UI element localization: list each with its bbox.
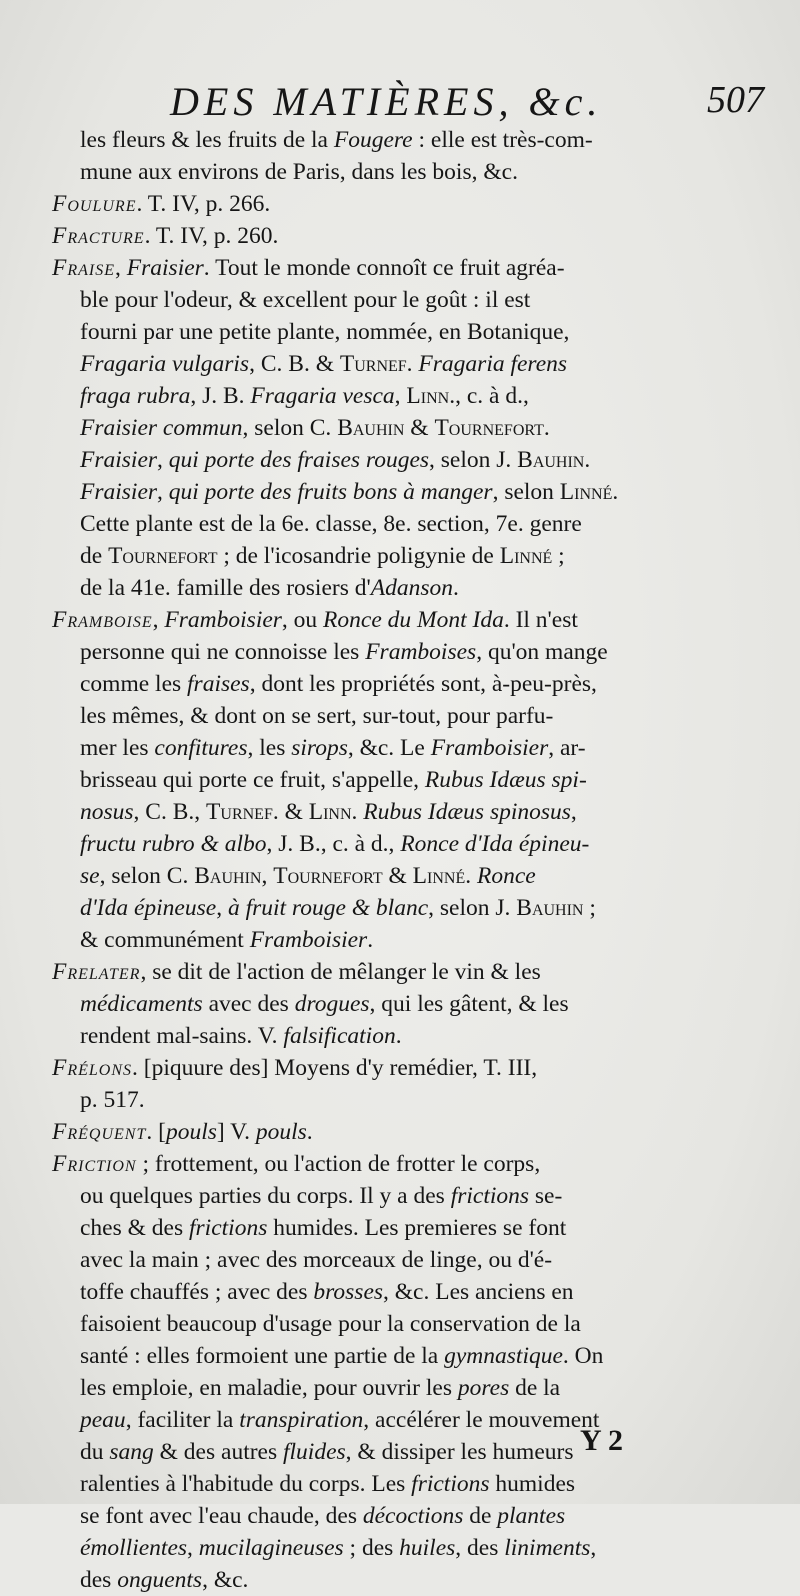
- text-segment: Ronce d'Ida épineu-: [400, 831, 590, 857]
- entry-headword: Foulure: [52, 191, 137, 217]
- text-segment: santé : elles formoient une partie de la: [80, 1343, 445, 1369]
- text-line: [52, 1404, 748, 1436]
- text-line: [52, 636, 748, 668]
- text-line: [52, 348, 748, 380]
- text-segment: & communément: [80, 927, 250, 953]
- text-segment: ; des: [343, 1535, 400, 1561]
- text-line: [52, 124, 748, 156]
- text-segment: .: [465, 863, 477, 889]
- text-segment: ] V.: [216, 1119, 256, 1145]
- text-segment: , qui les gâtent, & les: [369, 991, 569, 1017]
- text-segment: qui porte des fruits bons à manger: [168, 479, 493, 505]
- text-segment: Tournefort: [108, 543, 218, 569]
- text-segment: ble pour l'odeur, & excellent pour le goût : il est: [80, 287, 531, 313]
- text-segment: frictions: [189, 1215, 268, 1241]
- text-segment: Framboises: [365, 639, 477, 665]
- text-segment: , selon C.: [99, 863, 195, 889]
- text-segment: de la: [509, 1375, 561, 1401]
- text-segment: toffe chauffés ; avec des: [80, 1279, 314, 1305]
- text-segment: .: [306, 1119, 313, 1145]
- text-segment: Linn: [308, 799, 352, 825]
- index-entry-line: [52, 1052, 748, 1084]
- text-segment: ,: [157, 447, 169, 473]
- text-line: [52, 732, 748, 764]
- text-line: [52, 412, 748, 444]
- entry-headword: Fréquent: [52, 1119, 147, 1145]
- text-segment: ou quelques parties du corps. Il y a des: [80, 1183, 451, 1209]
- text-segment: se font avec l'eau chaude, des: [80, 1503, 363, 1529]
- text-line: [52, 316, 748, 348]
- text-segment: ,: [187, 1535, 199, 1561]
- text-segment: ; frottement, ou l'action de frotter le corps,: [136, 1151, 541, 1177]
- text-segment: Bauhin: [337, 415, 405, 441]
- text-line: [52, 1308, 748, 1340]
- text-segment: Rubus Idæus spinosus: [363, 799, 571, 825]
- text-segment: Linné: [499, 543, 553, 569]
- text-segment: &: [382, 863, 413, 889]
- text-segment: ., c. à d.,: [449, 383, 529, 409]
- text-segment: , selon J.: [429, 447, 518, 473]
- text-segment: nosus: [80, 799, 134, 825]
- text-segment: : elle est très-com-: [412, 127, 593, 153]
- text-segment: Fragaria ferens: [418, 351, 568, 377]
- text-segment: Bauhin: [517, 447, 585, 473]
- text-segment: Adanson: [370, 575, 453, 601]
- text-line: [52, 828, 748, 860]
- text-line: [52, 444, 748, 476]
- text-line: [52, 1020, 748, 1052]
- text-segment: des: [80, 1567, 118, 1593]
- text-line: [52, 1532, 748, 1564]
- page-header: [0, 74, 800, 124]
- text-segment: fraises: [187, 671, 250, 697]
- index-entry-line: [52, 956, 748, 988]
- text-line: [52, 572, 748, 604]
- text-segment: , faciliter la: [125, 1407, 240, 1433]
- running-title: DES MATIÈRES, &c.: [170, 79, 603, 124]
- text-segment: . [piquure des] Moyens d'y remédier, T. III,: [132, 1055, 538, 1081]
- text-segment: , qu'on mange: [476, 639, 608, 665]
- text-segment: ches & des: [80, 1215, 189, 1241]
- text-segment: pores: [457, 1375, 510, 1401]
- text-segment: ,: [590, 1535, 597, 1561]
- text-segment: mucilagineuses: [198, 1535, 344, 1561]
- entry-headword: Fracture: [52, 223, 145, 249]
- text-segment: Bauhin: [516, 895, 584, 921]
- text-segment: ,: [261, 863, 274, 889]
- text-segment: rendent mal-sains. V.: [80, 1023, 284, 1049]
- text-segment: décoctions: [362, 1503, 464, 1529]
- text-line: [52, 1276, 748, 1308]
- text-segment: p. 517.: [80, 1087, 145, 1113]
- text-segment: , selon: [492, 479, 560, 505]
- text-line: [52, 1340, 748, 1372]
- text-segment: , & dissiper les humeurs: [345, 1439, 574, 1465]
- text-segment: ralenties à l'habitude du corps. Les: [80, 1471, 412, 1497]
- entry-headword: Fraise: [52, 255, 116, 281]
- text-segment: mer les: [80, 735, 155, 761]
- text-segment: Fragaria vesca: [250, 383, 395, 409]
- text-segment: se: [80, 863, 100, 889]
- text-line: [52, 764, 748, 796]
- text-segment: & des autres: [153, 1439, 283, 1465]
- text-segment: , des: [455, 1535, 505, 1561]
- text-segment: . On: [562, 1343, 604, 1369]
- text-line: [52, 1564, 748, 1596]
- text-line: [52, 796, 748, 828]
- text-segment: gymnastique: [444, 1343, 563, 1369]
- text-segment: liniments: [504, 1535, 591, 1561]
- text-line: [52, 156, 748, 188]
- entry-headword: Friction: [52, 1151, 137, 1177]
- text-segment: ,: [570, 799, 577, 825]
- text-segment: médicaments: [80, 991, 203, 1017]
- text-segment: , C. B. &: [249, 351, 340, 377]
- text-segment: les emploie, en maladie, pour ouvrir les: [80, 1375, 458, 1401]
- text-segment: d'Ida épineuse: [80, 895, 217, 921]
- text-segment: onguents: [117, 1567, 203, 1593]
- text-segment: Ronce du Mont Ida: [323, 607, 504, 633]
- text-line: [52, 1180, 748, 1212]
- text-line: [52, 1468, 748, 1500]
- entry-headword: Frelater: [52, 959, 141, 985]
- text-segment: .: [351, 799, 364, 825]
- text-segment: les fleurs & les fruits de la: [80, 127, 334, 153]
- text-segment: les mêmes, & dont on se sert, sur-tout, pour parfu-: [80, 703, 554, 729]
- text-line: [52, 988, 748, 1020]
- text-segment: Framboisier: [249, 927, 368, 953]
- text-segment: humides. Les premieres se font: [267, 1215, 567, 1241]
- text-segment: ;: [552, 543, 565, 569]
- index-entry-line: [52, 220, 748, 252]
- text-segment: comme les: [80, 671, 188, 697]
- text-segment: .: [584, 447, 591, 473]
- text-segment: émollientes: [80, 1535, 188, 1561]
- text-segment: avec des: [202, 991, 295, 1017]
- text-segment: ,: [216, 895, 228, 921]
- text-segment: frictions: [411, 1471, 490, 1497]
- text-segment: fraga rubra: [80, 383, 191, 409]
- text-segment: de: [80, 543, 109, 569]
- text-segment: Turnef: [206, 799, 273, 825]
- text-segment: drogues: [294, 991, 370, 1017]
- page-number: 507: [707, 79, 764, 121]
- text-segment: Linn: [406, 383, 450, 409]
- text-segment: sirops: [291, 735, 348, 761]
- text-segment: brosses: [313, 1279, 384, 1305]
- text-segment: Rubus Idæus spi-: [424, 767, 587, 793]
- text-segment: Fraisier commun: [80, 415, 243, 441]
- text-line: [52, 508, 748, 540]
- text-segment: &: [404, 415, 435, 441]
- text-segment: Turnef: [339, 351, 407, 377]
- index-entry-line: [52, 252, 748, 284]
- text-segment: humides: [489, 1471, 576, 1497]
- text-segment: .: [395, 1023, 402, 1049]
- text-line: [52, 860, 748, 892]
- text-segment: avec la main ; avec des morceaux de linge, ou d'é-: [80, 1247, 553, 1273]
- text-line: [52, 540, 748, 572]
- text-segment: personne qui ne connoisse les: [80, 639, 366, 665]
- text-segment: pouls: [255, 1119, 307, 1145]
- signature-mark: Y 2: [580, 1424, 624, 1457]
- text-line: [52, 1372, 748, 1404]
- text-line: [52, 924, 748, 956]
- text-segment: de la 41e. famille des rosiers d': [80, 575, 371, 601]
- text-segment: ; de l'icosandrie poligynie de: [217, 543, 500, 569]
- text-segment: sang: [109, 1439, 154, 1465]
- text-segment: brisseau qui porte ce fruit, s'appelle,: [80, 767, 425, 793]
- text-segment: Bauhin: [194, 863, 262, 889]
- text-segment: , J. B.: [190, 383, 251, 409]
- text-segment: frictions: [450, 1183, 530, 1209]
- text-segment: . &: [272, 799, 309, 825]
- text-segment: , ar-: [548, 735, 586, 761]
- index-text-body: [52, 124, 748, 1596]
- text-line: [52, 1436, 748, 1468]
- text-segment: , accélérer le mouvement: [363, 1407, 600, 1433]
- text-segment: Fraisier: [80, 479, 158, 505]
- text-line: [52, 1244, 748, 1276]
- text-segment: , dont les propriétés sont, à-peu-près,: [249, 671, 597, 697]
- text-segment: , C. B.,: [133, 799, 207, 825]
- text-segment: Linné: [412, 863, 466, 889]
- text-segment: qui porte des fraises rouges: [168, 447, 430, 473]
- text-line: [52, 700, 748, 732]
- text-segment: , &c. Le: [347, 735, 431, 761]
- text-line: [52, 1500, 748, 1532]
- text-segment: . Il n'est: [503, 607, 578, 633]
- text-segment: .: [543, 415, 550, 441]
- text-segment: fluides: [283, 1439, 346, 1465]
- text-line: [52, 1084, 748, 1116]
- text-segment: .: [367, 927, 374, 953]
- entry-headword: Frélons: [52, 1055, 133, 1081]
- text-segment: . T. IV, p. 266.: [136, 191, 271, 217]
- text-segment: , selon J.: [428, 895, 517, 921]
- text-segment: faisoient beaucoup d'usage pour la conservation de la: [80, 1311, 581, 1337]
- text-segment: ,: [394, 383, 407, 409]
- text-segment: plantes: [497, 1503, 566, 1529]
- text-segment: ,: [152, 607, 165, 633]
- text-segment: , ou: [281, 607, 324, 633]
- text-segment: du: [80, 1439, 110, 1465]
- text-line: [52, 476, 748, 508]
- text-segment: Fragaria vulgaris: [80, 351, 250, 377]
- text-segment: , &c. Les anciens en: [383, 1279, 574, 1305]
- text-segment: , J. B., c. à d.,: [266, 831, 401, 857]
- text-segment: , &c.: [202, 1567, 249, 1593]
- text-segment: Framboisier: [430, 735, 549, 761]
- text-segment: Linné: [559, 479, 613, 505]
- text-segment: Fougere: [333, 127, 413, 153]
- text-segment: ,: [157, 479, 169, 505]
- index-entry-line: [52, 604, 748, 636]
- text-segment: peau: [80, 1407, 126, 1433]
- index-entry-line: [52, 188, 748, 220]
- text-line: [52, 892, 748, 924]
- text-segment: fourni par une petite plante, nommée, en Botanique,: [80, 319, 570, 345]
- index-entry-line: [52, 1148, 748, 1180]
- text-segment: se-: [529, 1183, 563, 1209]
- text-segment: mune aux environs de Paris, dans les bois, &c.: [80, 159, 518, 185]
- text-segment: , se dit de l'action de mêlanger le vin & les: [140, 959, 541, 985]
- entry-headword: Framboise: [52, 607, 153, 633]
- text-segment: à fruit rouge & blanc: [227, 895, 429, 921]
- text-line: [52, 380, 748, 412]
- text-segment: , les: [247, 735, 292, 761]
- text-segment: transpiration: [239, 1407, 364, 1433]
- index-entry-line: [52, 1116, 748, 1148]
- text-segment: pouls: [165, 1119, 217, 1145]
- text-segment: Tournefort: [434, 415, 544, 441]
- text-segment: . [: [146, 1119, 166, 1145]
- text-segment: confitures: [154, 735, 248, 761]
- text-segment: Ronce: [476, 863, 536, 889]
- text-segment: fructu rubro & albo: [80, 831, 267, 857]
- text-segment: .: [452, 575, 459, 601]
- text-segment: Fraisier: [126, 255, 204, 281]
- text-line: [52, 668, 748, 700]
- text-segment: falsification: [283, 1023, 396, 1049]
- text-segment: Tournefort: [273, 863, 383, 889]
- text-segment: .: [612, 479, 619, 505]
- text-segment: .: [406, 351, 419, 377]
- text-segment: de: [463, 1503, 498, 1529]
- text-segment: ,: [115, 255, 127, 281]
- text-line: [52, 1212, 748, 1244]
- text-segment: Fraisier: [80, 447, 158, 473]
- text-segment: Cette plante est de la 6e. classe, 8e. section, 7e. genre: [80, 511, 582, 537]
- text-line: [52, 284, 748, 316]
- text-segment: ;: [583, 895, 596, 921]
- text-segment: , selon C.: [242, 415, 338, 441]
- text-segment: . Tout le monde connoît ce fruit agréa-: [203, 255, 565, 281]
- text-segment: Framboisier: [164, 607, 282, 633]
- text-segment: huiles: [399, 1535, 456, 1561]
- text-segment: . T. IV, p. 260.: [144, 223, 279, 249]
